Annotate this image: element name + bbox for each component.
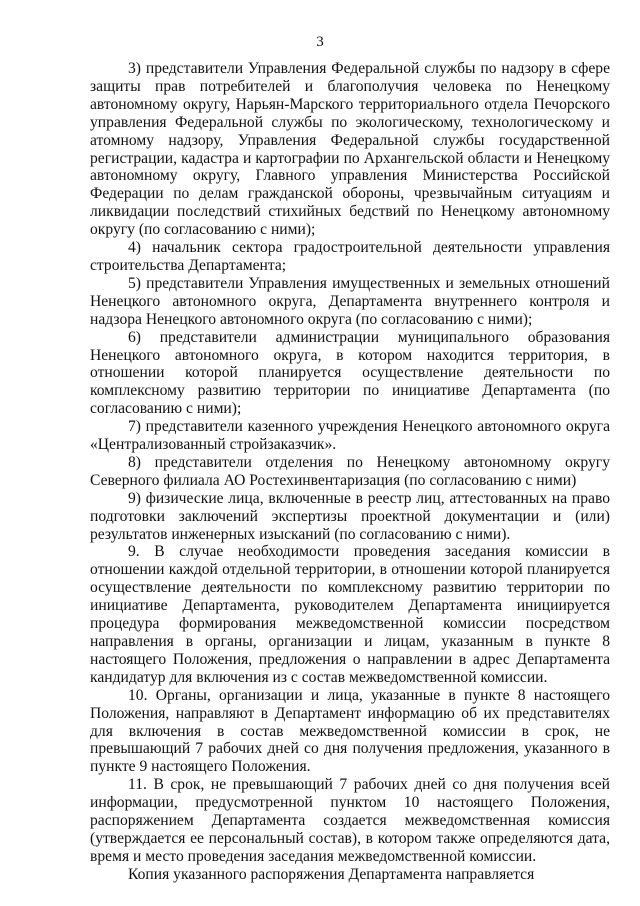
paragraph-item-3: 3) представители Управления Федеральной службы по надзору в сфере защиты прав потребителей и благополучия человека по Ненецкому автономному округу, Нарьян-Марского территориального отдела Печорского управления Федеральной службы по экологическому, технологическому и атомному надзору, Управления Федеральной службы государственной регистрации, кадастра и картографии по Архангельской области и Ненецкому автономному округу, Главного управления Министерства Российской Федерации по делам гражданской обороны, чрезвычайным ситуациям и ликвидации последствий стихийных бедствий по Ненецкому автономному округу (по согласованию с ними); bbox=[90, 60, 610, 239]
document-body bbox=[90, 60, 610, 884]
paragraph-clause-11: 11. В срок, не превышающий 7 рабочих дней со дня получения всей информации, предусмотренной пунктом 10 настоящего Положения, распоряжением Департамента создается межведомственная комиссия (утверждается ее персональный состав), в котором также определяются дата, время и место проведения заседания межведомственной комиссии. bbox=[90, 776, 610, 865]
paragraph-item-4: 4) начальник сектора градостроительной деятельности управления строительства Департамента; bbox=[90, 239, 610, 274]
paragraph-item-7: 7) представители казенного учреждения Ненецкого автономного округа «Централизованный стройзаказчик». bbox=[90, 418, 610, 454]
paragraph-item-9: 9) физические лица, включенные в реестр лиц, аттестованных на право подготовки заключений экспертизы проектной документации и (или) результатов инженерных изысканий (по согласованию с ними). bbox=[90, 489, 610, 543]
page-number: 3 bbox=[316, 34, 324, 50]
paragraph-item-6: 6) представители администрации муниципального образования Ненецкого автономного округа, в котором находится территория, в отношении которой планируется осуществление деятельности по комплексному развитию территории по инициативе Департамента (по согласованию с ними); bbox=[90, 328, 610, 418]
paragraph-clause-10: 10. Органы, организации и лица, указанные в пункте 8 настоящего Положения, направляют в Департамент информацию об их представителях для включения в состав межведомственной комиссии в срок, не превышающий 7 рабочих дней со дня получения предложения, указанного в пункте 9 настоящего Положения. bbox=[90, 686, 610, 776]
paragraph-item-5: 5) представители Управления имущественных и земельных отношений Ненецкого автономного округа, Департамента внутреннего контроля и надзора Ненецкого автономного округа (по согласованию с ними); bbox=[90, 274, 610, 328]
paragraph-clause-9: 9. В случае необходимости проведения заседания комиссии в отношении каждой отдельной территории, в отношении которой планируется осуществление деятельности по комплексному развитию территории по инициативе Департамента, руководителем Департамента инициируется процедура формирования межведомственной комиссии посредством направления в органы, организации и лицам, указанным в пункте 8 настоящего Положения, предложения о направлении в адрес Департамента кандидатур для включения из с состав межведомственной комиссии. bbox=[90, 543, 610, 686]
paragraph-item-8: 8) представители отделения по Ненецкому автономному округу Северного филиала АО Ростехинвентаризация (по согласованию с ними) bbox=[90, 453, 610, 489]
paragraph-copy-note: Копия указанного распоряжения Департамента направляется bbox=[128, 865, 535, 883]
